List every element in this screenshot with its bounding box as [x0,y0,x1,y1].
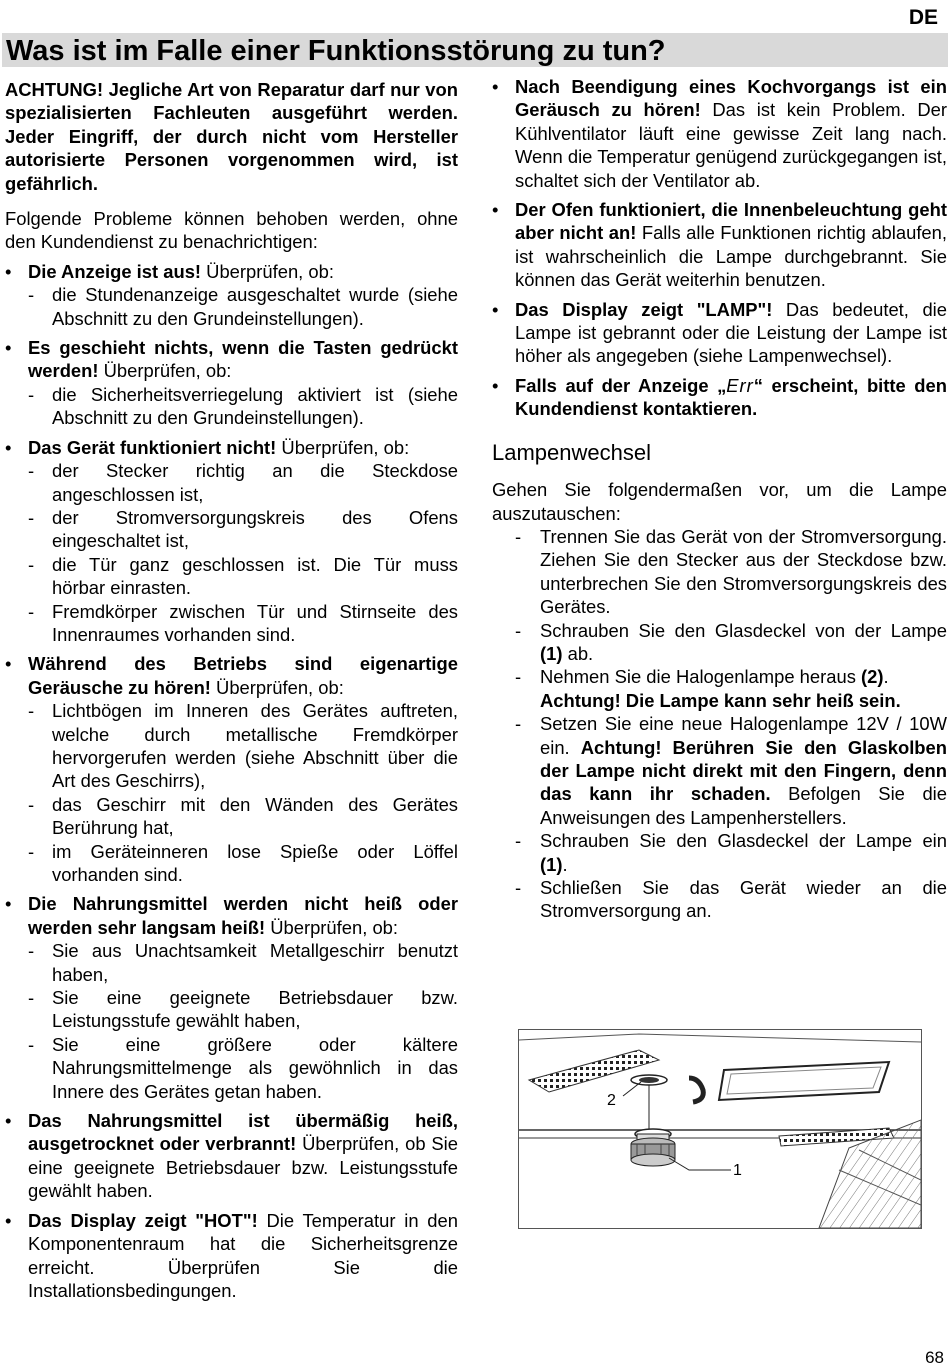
check-item: - der Stecker richtig an die Steckdose angeschlossen ist, [28,460,458,505]
bullet-icon: • [5,436,12,458]
lamp-step: - Setzen Sie eine neue Halogenlampe 12V / 10W ein. Achtung! Berühren Sie den Glaskolben der Lampe nicht direkt mit den Fingern, denn das kann ihr schaden. Befolgen Sie die Anweisungen des Lampenherstellers. [515,713,947,828]
bullet-icon: • [492,76,499,97]
problem-text: Überprüfen, ob: [210,676,344,698]
problem-title: Während des Betriebs sind eigenartige Geräusche zu hören! [28,653,458,698]
left-column [5,78,458,1308]
err-code: Err [726,374,754,396]
bullet-icon: • [492,298,499,320]
bullet-icon: • [492,199,499,221]
problem-text: Überprüfen, ob: [201,260,334,282]
problem-device-not-working [5,436,458,647]
check-item: - die Tür ganz geschlossen ist. Die Tür muss hörbar einrasten. [28,553,458,599]
lamp-diagram-svg [519,1030,921,1228]
right-column [492,75,947,923]
language-code: DE [908,6,938,29]
problem-keys-no-response [5,336,458,430]
problem-display-err [492,374,947,421]
label-1: 1 [733,1162,742,1179]
check-item: - Sie eine geeignete Betriebsdauer bzw. Leistungsstufe gewählt haben, [28,987,458,1032]
check-item: - die Sicherheitsverriegelung aktiviert ist (siehe Abschnitt zu den Grundeinstellungen). [28,383,458,429]
problem-title: Es geschieht nichts, wenn die Tasten gedrückt werden! [28,337,458,382]
problem-title: Das Nahrungsmittel ist übermäßig heiß, ausgetrocknet oder verbrannt! [28,1110,458,1155]
lamp-step: - Schrauben Sie den Glasdeckel von der Lampe (1) ab. [515,619,947,664]
check-item: - der Stromversorgungskreis des Ofens eingeschaltet ist, [28,506,458,552]
bullet-icon: • [5,260,12,282]
problem-title: Das Display zeigt "HOT"! [28,1209,258,1231]
lamp-step: - Schrauben Sie den Glasdeckel der Lampe ein (1). [515,830,947,875]
bullet-icon: • [5,1110,12,1132]
problem-text: Das ist kein Problem. Der Kühlventilator läuft eine gewisse Zeit lang nach. Wenn die Temperatur genügend zurückgegangen ist, schaltet sich der Ventilator ab. [515,99,948,191]
problem-title: Nach Beendigung eines Kochvorgangs ist ein Geräusch zu hören! [515,76,947,121]
check-item: - die Stundenanzeige ausgeschaltet wurde (siehe Abschnitt zu den Grundeinstellungen). [28,284,458,329]
problem-title: Das Display zeigt "LAMP"! [515,298,773,320]
problem-text: Überprüfen, ob: [276,436,410,458]
lamp-intro: Gehen Sie folgendermaßen vor, um die Lampe auszutauschen: [492,479,947,524]
lamp-diagram [518,1029,922,1229]
check-item: - im Geräteinneren lose Spieße oder Löffel vorhanden sind. [28,840,458,885]
intro-text: Folgende Probleme können behoben werden, ohne den Kundendienst zu benachrichtigen: [5,208,458,253]
problem-display-lamp [492,298,947,368]
label-2: 2 [607,1092,616,1109]
page-title: Was ist im Falle einer Funktionsstörung zu tun? [6,35,666,67]
problem-food-overheated [5,1109,458,1203]
problem-title: Das Gerät funktioniert nicht! [28,436,277,458]
bullet-icon: • [5,893,12,915]
problem-title: Die Nahrungsmittel werden nicht heiß oder werden sehr langsam heiß! [28,893,458,938]
problem-title: Der Ofen funktioniert, die Innenbeleuchtung geht aber nicht an! [515,199,947,244]
problem-text: Das bedeutet, die Lampe ist gebrannt oder die Leistung der Lampe ist höher als angegeben (siehe Lampenwechsel). [515,298,947,367]
problem-display-off [5,260,458,330]
bullet-icon: • [5,337,12,359]
page-number: 68 [925,1348,944,1367]
title-bar [2,33,948,67]
check-item: - Lichtbögen im Inneren des Gerätes auftreten, welche durch metallische Fremdkörper hervorgerufen werden (siehe Abschnitt über die Art des Geschirrs), [28,700,458,792]
bullet-icon: • [492,374,499,396]
lamp-step: - Trennen Sie das Gerät von der Stromversorgung. Ziehen Sie den Stecker aus der Steckdose bzw. unterbrechen Sie den Stromversorgungskreis des Gerätes. [515,525,947,618]
bullet-icon: • [5,653,12,675]
problem-text: Überprüfen, ob: [98,360,232,382]
check-item: - Sie aus Unachtsamkeit Metallgeschirr benutzt haben, [28,940,458,985]
check-item: - das Geschirr mit den Wänden des Gerätes Berührung hat, [28,793,458,839]
lamp-step: - Nehmen Sie die Halogenlampe heraus (2). Achtung! Die Lampe kann sehr heiß sein. [515,666,901,711]
lamp-step: - Schließen Sie das Gerät wieder an die Stromversorgung an. [515,877,947,922]
warning-text: ACHTUNG! Jegliche Art von Reparatur darf nur von spezialisierten Fachleuten ausgeführt werden. Jeder Eingriff, der durch nicht vom Hersteller autorisierte Personen vorgenommen wird, ist gefährlich. [5,79,458,194]
problem-text: Überprüfen, ob: [265,916,399,938]
problem-display-hot [5,1209,458,1303]
problem-text: Überprüfen, ob Sie eine geeignete Betriebsdauer bzw. Leistungsstufe gewählt haben. [28,1133,459,1202]
check-item: - Sie eine größere oder kältere Nahrungsmittelmenge als gewöhnlich in das Innere des Gerätes getan haben. [28,1033,458,1102]
check-item: - Fremdkörper zwischen Tür und Stirnseite des Innenraumes vorhanden sind. [28,600,458,645]
section-title: Lampenwechsel [492,439,651,465]
problem-text: Falls alle Funktionen richtig ablaufen, ist wahrscheinlich die Lampe durchgebrannt. Sie können das Gerät weiterhin benutzen. [515,222,947,291]
problem-light-off [492,198,947,292]
problem-strange-noises [5,652,458,886]
problem-noise-after-cooking [492,75,947,192]
problem-food-not-hot [5,892,458,1103]
problem-title: Die Anzeige ist aus! [28,260,202,282]
problem-text: Die Temperatur in den Komponentenraum hat die Sicherheitsgrenze erreicht. Überprüfen Sie die Installationsbedingungen. [28,1209,458,1301]
bullet-icon: • [5,1209,12,1231]
problem-title: Falls auf der Anzeige „Err“ erscheint, bitte den Kundendienst kontaktieren. [515,374,947,420]
